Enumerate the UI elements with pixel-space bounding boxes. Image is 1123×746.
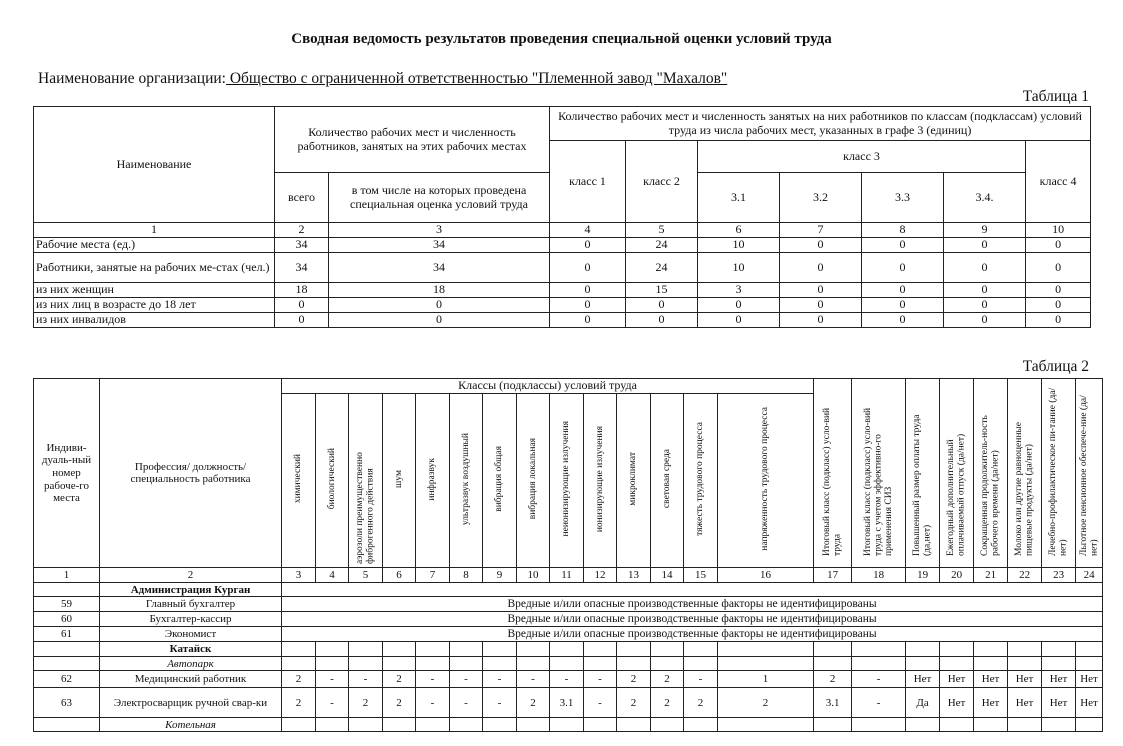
empty-cell — [584, 642, 617, 657]
subsection-row — [34, 718, 1103, 732]
t2-header-extra: Итоговый класс (подкласс) усло-вий труда — [814, 379, 852, 568]
empty-cell — [906, 642, 940, 657]
column-number: 22 — [1008, 568, 1042, 583]
row-value: 0 — [862, 313, 944, 328]
empty-cell — [684, 657, 718, 671]
row-value: 0 — [944, 298, 1026, 313]
empty-cell — [383, 718, 416, 732]
column-number: 15 — [684, 568, 718, 583]
row-value: Нет — [1042, 671, 1076, 688]
row-value: 34 — [275, 253, 329, 283]
empty-cell — [450, 718, 483, 732]
row-value: - — [852, 671, 906, 688]
column-number: 9 — [483, 568, 517, 583]
row-label: Рабочие места (ед.) — [34, 238, 275, 253]
row-value: Нет — [1076, 671, 1103, 688]
t1-header-assessed: в том числе на которых проведена специальная оценка условий труда — [329, 173, 550, 223]
empty-cell — [550, 642, 584, 657]
row-value: - — [517, 671, 550, 688]
no-factors-note: Вредные и/или опасные производственные факторы не идентифицированы — [282, 627, 1103, 642]
column-number: 21 — [974, 568, 1008, 583]
empty-cell — [617, 657, 651, 671]
factor-header-label: ультразвук воздушный — [460, 432, 471, 525]
column-number: 8 — [862, 223, 944, 238]
row-value: - — [684, 671, 718, 688]
row-value: 2 — [651, 671, 684, 688]
t2-column-numbers — [34, 568, 1103, 583]
row-profession: Бухгалтер-кассир — [100, 612, 282, 627]
column-number: 8 — [450, 568, 483, 583]
t2-header-extra: Молоко или другие равноценные пищевые продукты (да/нет) — [1008, 379, 1042, 568]
row-value: 0 — [780, 238, 862, 253]
t1-header-sub: 3.4. — [944, 173, 1026, 223]
row-value: 0 — [550, 313, 626, 328]
row-id: 60 — [34, 612, 100, 627]
t1-header-sub: 3.1 — [698, 173, 780, 223]
row-label: из них женщин — [34, 283, 275, 298]
column-number: 1 — [34, 568, 100, 583]
row-value: Нет — [1008, 671, 1042, 688]
factor-header — [450, 393, 483, 568]
empty-cell — [282, 657, 316, 671]
factor-header-label: химический — [293, 454, 304, 504]
row-value: 0 — [329, 313, 550, 328]
factor-header-label: тяжесть трудового процесса — [695, 421, 706, 536]
section-row — [34, 642, 1103, 657]
factor-header — [483, 393, 517, 568]
empty-cell — [651, 718, 684, 732]
column-number: 3 — [282, 568, 316, 583]
row-label: Работники, занятые на рабочих ме-стах (чел.) — [34, 253, 275, 283]
row-value: 3.1 — [550, 688, 584, 718]
row-value: - — [584, 671, 617, 688]
section-row — [34, 583, 1103, 597]
table-row — [34, 688, 1103, 718]
empty-cell — [1042, 718, 1076, 732]
empty-cell — [584, 657, 617, 671]
column-number: 12 — [584, 568, 617, 583]
empty-cell — [718, 642, 814, 657]
factor-header-label: инфразвук — [427, 457, 438, 501]
row-value: 0 — [1026, 283, 1091, 298]
empty-cell — [1076, 642, 1103, 657]
table-row — [34, 612, 1103, 627]
factor-header — [684, 393, 718, 568]
row-value: - — [584, 688, 617, 718]
empty-cell — [416, 718, 450, 732]
empty-cell — [906, 718, 940, 732]
empty-cell — [517, 718, 550, 732]
empty-cell — [483, 642, 517, 657]
empty-cell — [1008, 657, 1042, 671]
row-value: Нет — [940, 671, 974, 688]
factor-header — [316, 393, 349, 568]
row-value: 0 — [329, 298, 550, 313]
t2-header-profession: Профессия/ должность/ специальность работника — [100, 379, 282, 568]
empty-cell — [450, 657, 483, 671]
empty-cell — [282, 718, 316, 732]
row-value: 1 — [718, 671, 814, 688]
factor-header-label: аэрозоли преимущественно фиброгенного действия — [355, 451, 376, 564]
table-row — [34, 238, 1091, 253]
subsection-kotelnaya: Котельная — [100, 718, 282, 732]
column-number: 5 — [349, 568, 383, 583]
factor-header — [282, 393, 316, 568]
row-value: 24 — [626, 253, 698, 283]
empty-cell — [416, 657, 450, 671]
column-number: 3 — [329, 223, 550, 238]
row-profession: Медицинский работник — [100, 671, 282, 688]
empty-cell — [940, 657, 974, 671]
empty-cell — [483, 657, 517, 671]
row-value: 34 — [275, 238, 329, 253]
empty-cell — [1076, 718, 1103, 732]
factor-header-label: биологический — [326, 448, 337, 510]
t1-header-sub: 3.3 — [862, 173, 944, 223]
row-value: 0 — [550, 253, 626, 283]
t1-header-class2: класс 2 — [626, 141, 698, 223]
t1-header-count: Количество рабочих мест и численность работников, занятых на этих рабочих местах — [275, 107, 550, 173]
row-value: - — [416, 671, 450, 688]
row-value: - — [852, 688, 906, 718]
row-label: из них инвалидов — [34, 313, 275, 328]
table-row — [34, 671, 1103, 688]
t1-header-class4: класс 4 — [1026, 141, 1091, 223]
row-value: 0 — [698, 313, 780, 328]
empty-cell — [550, 718, 584, 732]
empty-cell — [814, 642, 852, 657]
factor-header — [517, 393, 550, 568]
row-value: - — [316, 688, 349, 718]
row-value: 3 — [698, 283, 780, 298]
row-value: 34 — [329, 238, 550, 253]
organization-label: Наименование организации: — [38, 70, 226, 87]
row-profession: Главный бухгалтер — [100, 597, 282, 612]
empty-cell — [852, 657, 906, 671]
column-number: 7 — [416, 568, 450, 583]
row-value: Нет — [974, 671, 1008, 688]
row-value: 2 — [617, 688, 651, 718]
row-value: - — [450, 688, 483, 718]
factor-header — [550, 393, 584, 568]
row-value: 3.1 — [814, 688, 852, 718]
empty-cell — [684, 642, 718, 657]
empty-cell — [1042, 642, 1076, 657]
factor-header — [718, 393, 814, 568]
row-value: 2 — [814, 671, 852, 688]
row-value: Нет — [974, 688, 1008, 718]
column-number: 11 — [550, 568, 584, 583]
row-value: 2 — [617, 671, 651, 688]
row-value: 2 — [651, 688, 684, 718]
empty-cell — [584, 718, 617, 732]
t1-header-class3: класс 3 — [698, 141, 1026, 173]
table-row — [34, 298, 1091, 313]
table-row — [34, 597, 1103, 612]
row-value: Нет — [1042, 688, 1076, 718]
t2-header-extra: Льготное пенсионное обеспече-ние (да/нет) — [1076, 379, 1103, 568]
column-number: 13 — [617, 568, 651, 583]
row-value: 0 — [698, 298, 780, 313]
row-value: 0 — [550, 283, 626, 298]
empty-cell — [483, 718, 517, 732]
row-value: 0 — [944, 313, 1026, 328]
factor-header-label: вибрация локальная — [527, 438, 538, 520]
row-value: 0 — [944, 238, 1026, 253]
table-row — [34, 313, 1091, 328]
t2-header-id: Индиви-дуаль-ный номер рабоче-го места — [34, 379, 100, 568]
row-value: Да — [906, 688, 940, 718]
empty-cell — [940, 718, 974, 732]
t1-header-classes: Количество рабочих мест и численность занятых на них работников по классам (подклассам) условий труда из числа рабочих мест, указанных в графе 3 (единиц) — [550, 107, 1091, 141]
empty-cell — [906, 657, 940, 671]
row-value: - — [316, 671, 349, 688]
column-number: 17 — [814, 568, 852, 583]
column-number: 10 — [517, 568, 550, 583]
empty-cell — [1042, 657, 1076, 671]
section-kurgan: Администрация Курган — [100, 583, 282, 597]
factor-header-label: шум — [393, 469, 404, 488]
factor-header-label: вибрация общая — [494, 445, 505, 512]
empty-cell — [517, 657, 550, 671]
empty-cell — [684, 718, 718, 732]
empty-cell — [316, 718, 349, 732]
factor-header-label: напряженность трудового процесса — [760, 406, 771, 551]
t2-header-extra: Сокращенная продолжитель-ность рабочего времени (да/нет) — [974, 379, 1008, 568]
table-row — [34, 627, 1103, 642]
empty-cell — [718, 718, 814, 732]
empty-cell — [349, 657, 383, 671]
factor-header — [617, 393, 651, 568]
empty-cell — [940, 642, 974, 657]
empty-cell — [1008, 718, 1042, 732]
row-value: 0 — [780, 313, 862, 328]
factor-header — [383, 393, 416, 568]
workplace-table — [33, 378, 1103, 732]
row-value: 18 — [275, 283, 329, 298]
organization-name: Общество с ограниченной ответственностью "Племенной завод "Махалов" — [225, 70, 728, 87]
row-value: 0 — [862, 238, 944, 253]
empty-cell — [852, 718, 906, 732]
empty-cell — [316, 642, 349, 657]
empty-cell — [349, 642, 383, 657]
t1-header-total: всего — [275, 173, 329, 223]
row-label: из них лиц в возрасте до 18 лет — [34, 298, 275, 313]
row-value: Нет — [906, 671, 940, 688]
empty-cell — [718, 657, 814, 671]
t1-column-numbers — [34, 223, 1091, 238]
row-value: 2 — [282, 688, 316, 718]
column-number: 4 — [316, 568, 349, 583]
row-value: 24 — [626, 238, 698, 253]
t2-header-extra: Итоговый класс (подкласс) усло-вий труда с учетом эффективно-го применения СИЗ — [852, 379, 906, 568]
column-number: 20 — [940, 568, 974, 583]
empty-cell — [349, 718, 383, 732]
row-id: 62 — [34, 671, 100, 688]
empty-cell — [974, 642, 1008, 657]
row-value: 0 — [862, 298, 944, 313]
column-number: 18 — [852, 568, 906, 583]
empty-cell — [282, 642, 316, 657]
factor-header — [416, 393, 450, 568]
table-row — [34, 283, 1091, 298]
factor-header — [651, 393, 684, 568]
row-value: 0 — [944, 253, 1026, 283]
row-value: - — [550, 671, 584, 688]
empty-cell — [383, 657, 416, 671]
empty-cell — [517, 642, 550, 657]
row-value: 2 — [383, 671, 416, 688]
row-value: 34 — [329, 253, 550, 283]
row-value: 0 — [275, 298, 329, 313]
table-row — [34, 253, 1091, 283]
table1-label: Таблица 1 — [1022, 88, 1089, 105]
row-value: 0 — [1026, 253, 1091, 283]
column-number: 10 — [1026, 223, 1091, 238]
column-number: 24 — [1076, 568, 1103, 583]
empty-cell — [383, 642, 416, 657]
organization-line — [38, 70, 727, 88]
column-number: 6 — [698, 223, 780, 238]
column-number: 14 — [651, 568, 684, 583]
t2-header-extra: Ежегодный дополнительный оплачиваемый отпуск (да/нет) — [940, 379, 974, 568]
empty-cell — [814, 657, 852, 671]
row-value: 2 — [517, 688, 550, 718]
row-profession: Электросварщик ручной свар-ки — [100, 688, 282, 718]
row-value: - — [450, 671, 483, 688]
row-value: 2 — [684, 688, 718, 718]
subsection-row — [34, 657, 1103, 671]
column-number: 5 — [626, 223, 698, 238]
row-value: - — [349, 671, 383, 688]
column-number: 4 — [550, 223, 626, 238]
column-number: 19 — [906, 568, 940, 583]
empty-cell — [974, 657, 1008, 671]
column-number: 6 — [383, 568, 416, 583]
row-value: 0 — [1026, 238, 1091, 253]
factor-header-label: неионизирующие излучения — [561, 421, 572, 537]
row-value: Нет — [940, 688, 974, 718]
column-number: 7 — [780, 223, 862, 238]
row-value: 0 — [780, 298, 862, 313]
row-value: 2 — [349, 688, 383, 718]
row-value: 0 — [944, 283, 1026, 298]
factor-header-label: ионизирующие излучения — [594, 425, 605, 532]
empty-cell — [814, 718, 852, 732]
row-value: 18 — [329, 283, 550, 298]
no-factors-note: Вредные и/или опасные производственные факторы не идентифицированы — [282, 612, 1103, 627]
row-value: 2 — [282, 671, 316, 688]
row-value: 0 — [626, 298, 698, 313]
empty-cell — [852, 642, 906, 657]
row-id: 59 — [34, 597, 100, 612]
row-value: - — [416, 688, 450, 718]
row-value: 0 — [862, 253, 944, 283]
row-id: 61 — [34, 627, 100, 642]
factor-header-label: световая среда — [661, 449, 672, 509]
row-value: 10 — [698, 253, 780, 283]
row-value: Нет — [1008, 688, 1042, 718]
summary-table — [33, 106, 1091, 328]
empty-cell — [617, 642, 651, 657]
section-kataysk: Катайск — [100, 642, 282, 657]
factor-header — [584, 393, 617, 568]
row-value: 0 — [550, 298, 626, 313]
row-value: 2 — [718, 688, 814, 718]
column-number: 16 — [718, 568, 814, 583]
column-number: 9 — [944, 223, 1026, 238]
subsection-avtopark: Автопарк — [100, 657, 282, 671]
no-factors-note: Вредные и/или опасные производственные факторы не идентифицированы — [282, 597, 1103, 612]
row-value: 0 — [1026, 313, 1091, 328]
row-value: 0 — [626, 313, 698, 328]
t1-header-class1: класс 1 — [550, 141, 626, 223]
t2-header-classes: Классы (подклассы) условий труда — [282, 379, 814, 394]
empty-cell — [651, 657, 684, 671]
row-value: 15 — [626, 283, 698, 298]
row-value: - — [483, 688, 517, 718]
row-value: 0 — [550, 238, 626, 253]
row-value: 2 — [383, 688, 416, 718]
empty-cell — [1008, 642, 1042, 657]
empty-cell — [450, 642, 483, 657]
empty-cell — [974, 718, 1008, 732]
row-value: 0 — [275, 313, 329, 328]
row-value: 0 — [780, 253, 862, 283]
empty-cell — [617, 718, 651, 732]
row-value: Нет — [1076, 688, 1103, 718]
document-title: Сводная ведомость результатов проведения специальной оценки условий труда — [291, 31, 832, 47]
row-id: 63 — [34, 688, 100, 718]
row-value: 10 — [698, 238, 780, 253]
t2-header-extra: Повышенный размер оплаты труда (да,нет) — [906, 379, 940, 568]
column-number: 1 — [34, 223, 275, 238]
row-value: - — [483, 671, 517, 688]
table2-label: Таблица 2 — [1022, 358, 1089, 375]
t1-header-sub: 3.2 — [780, 173, 862, 223]
row-value: 0 — [780, 283, 862, 298]
empty-cell — [651, 642, 684, 657]
empty-cell — [316, 657, 349, 671]
empty-cell — [1076, 657, 1103, 671]
empty-cell — [416, 642, 450, 657]
factor-header — [349, 393, 383, 568]
t1-header-name: Наименование — [34, 107, 275, 223]
row-profession: Экономист — [100, 627, 282, 642]
column-number: 2 — [275, 223, 329, 238]
factor-header-label: микроклимат — [628, 451, 639, 506]
row-value: 0 — [1026, 298, 1091, 313]
row-value: 0 — [862, 283, 944, 298]
empty-cell — [550, 657, 584, 671]
column-number: 2 — [100, 568, 282, 583]
t2-header-extra: Лечебно-профилактическое пи-тание (да/нет) — [1042, 379, 1076, 568]
column-number: 23 — [1042, 568, 1076, 583]
